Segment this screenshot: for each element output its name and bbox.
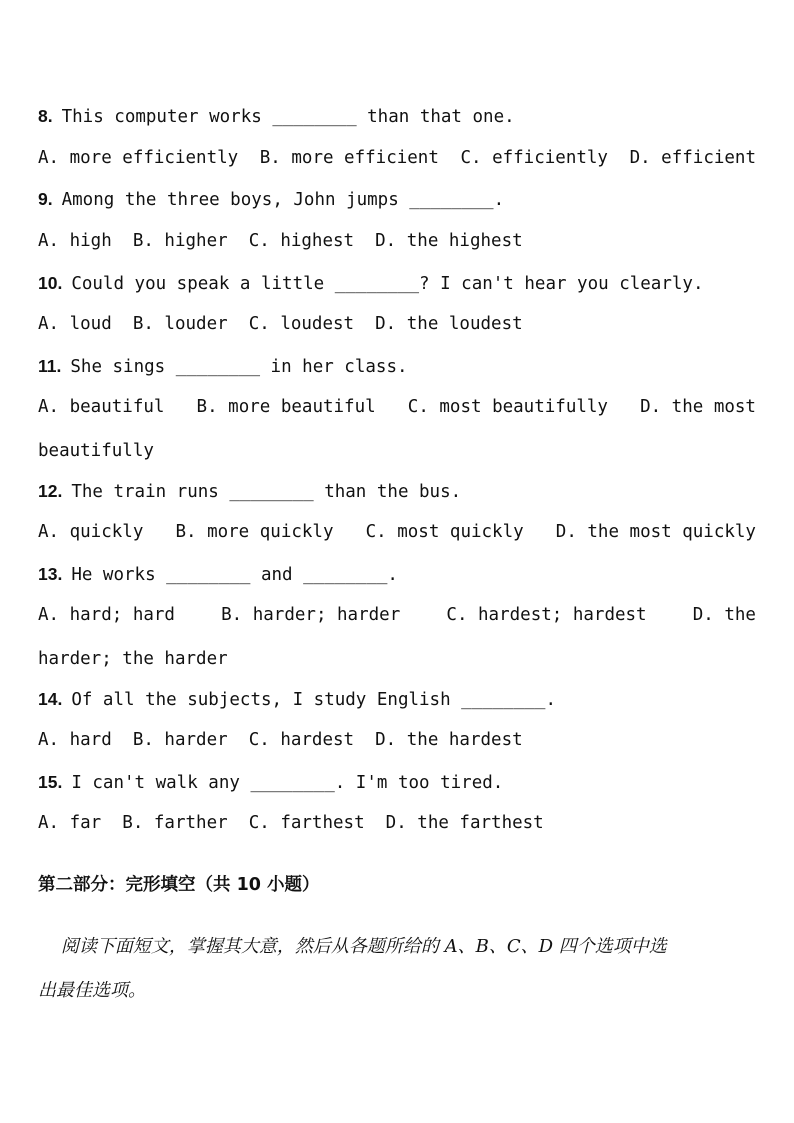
question-number: 13. — [38, 564, 63, 584]
question-text: This computer works ________ than that one. — [61, 107, 515, 127]
question-stem — [38, 688, 556, 711]
option-b: B. harder; harder — [221, 605, 401, 625]
question-number: 11. — [38, 356, 62, 376]
question-number: 12. — [38, 481, 63, 501]
question-stem — [38, 105, 515, 128]
option-b: B. more beautiful — [196, 397, 376, 417]
option-a: A. hard; hard — [38, 605, 175, 625]
instruction-line: 出最佳选项。 — [38, 980, 146, 1001]
question-options: A. hard B. harder C. hardest D. the hardest — [38, 730, 523, 750]
option-c: C. most quickly — [365, 522, 524, 542]
question-options: A. high B. higher C. highest D. the highest — [38, 231, 523, 251]
question-number: 14. — [38, 689, 63, 709]
question-text: He works ________ and ________. — [71, 565, 398, 585]
question-options — [38, 604, 756, 626]
option-d: D. the most quickly — [555, 522, 756, 542]
option-a: A. quickly — [38, 522, 144, 542]
question-options — [38, 147, 756, 169]
option-a: A. beautiful — [38, 397, 165, 417]
option-b: B. more efficient — [259, 148, 439, 168]
question-options-continued: harder; the harder — [38, 649, 228, 669]
option-d: D. efficient — [629, 148, 756, 168]
question-stem — [38, 188, 504, 211]
option-d: D. the most — [640, 397, 756, 417]
question-stem — [38, 563, 398, 586]
instruction-line: 阅读下面短文，掌握其大意，然后从各题所给的 A、B、C、D 四个选项中选 — [38, 936, 667, 957]
option-d: D. the — [692, 605, 756, 625]
question-stem — [38, 272, 703, 295]
option-c: C. hardest; hardest — [446, 605, 647, 625]
option-b: B. more quickly — [175, 522, 334, 542]
question-number: 9. — [38, 189, 53, 209]
question-options-continued: beautifully — [38, 441, 154, 461]
question-text: The train runs ________ than the bus. — [71, 482, 462, 502]
question-text: Among the three boys, John jumps ________. — [61, 190, 505, 210]
option-c: C. efficiently — [460, 148, 608, 168]
option-a: A. more efficiently — [38, 148, 239, 168]
question-text: Of all the subjects, I study English ________. — [71, 690, 556, 710]
question-text: She sings ________ in her class. — [70, 357, 408, 377]
question-options: A. far B. farther C. farthest D. the farthest — [38, 813, 544, 833]
question-options — [38, 396, 756, 418]
section-title: 第二部分：完形填空（共 10 小题） — [38, 875, 320, 895]
question-text: Could you speak a little ________? I can't hear you clearly. — [71, 274, 704, 294]
question-number: 10. — [38, 273, 63, 293]
question-options: A. loud B. louder C. loudest D. the loudest — [38, 314, 523, 334]
question-stem — [38, 355, 408, 378]
question-number: 15. — [38, 772, 63, 792]
question-options — [38, 521, 756, 543]
question-number: 8. — [38, 106, 53, 126]
question-stem — [38, 480, 461, 503]
question-text: I can't walk any ________. I'm too tired. — [71, 773, 504, 793]
option-c: C. most beautifully — [407, 397, 608, 417]
question-stem — [38, 771, 503, 794]
